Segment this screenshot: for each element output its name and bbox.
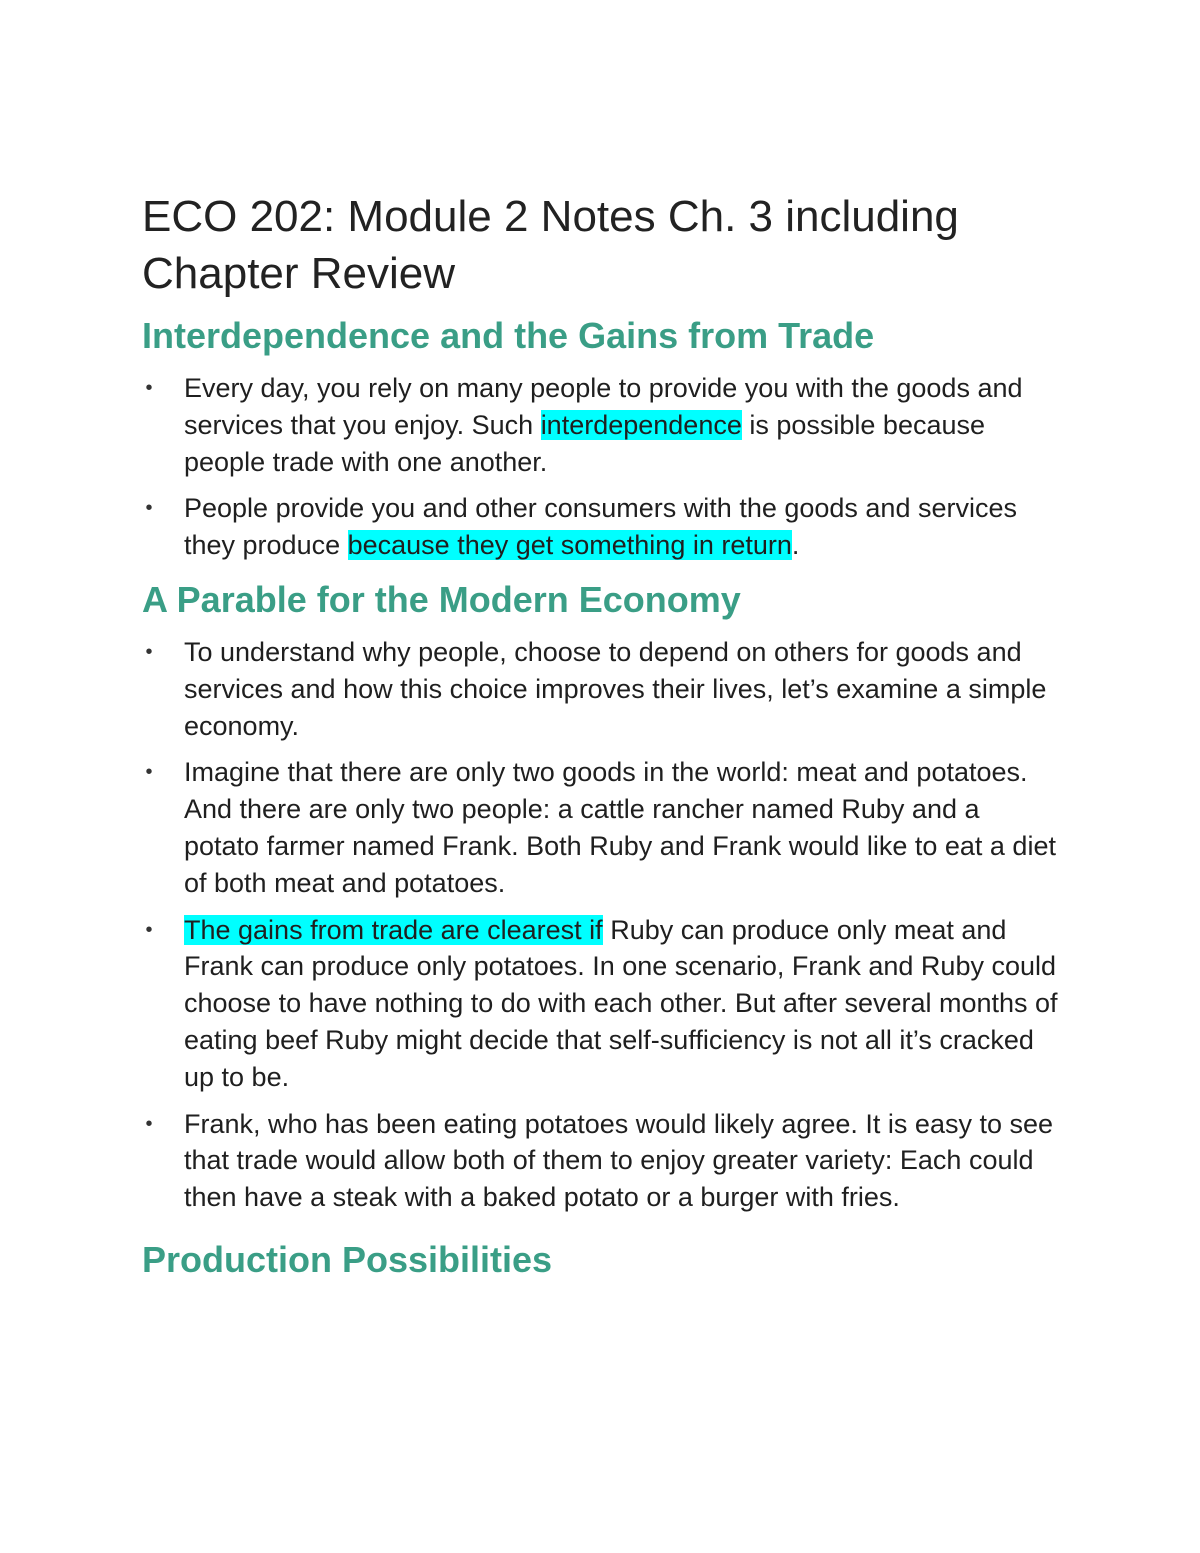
list-item xyxy=(142,370,1062,480)
highlighted-text: The gains from trade are clearest if xyxy=(184,914,603,945)
item-text: . xyxy=(791,530,800,561)
item-text: Ruby can produce only meat and Frank can produce only potatoes. In one scenario, Frank and Ruby could choose to have nothing to do with each other. But after several months of eating beef Ruby might decide that self-sufficiency is not all it’s cracked up to be. xyxy=(184,914,1058,1092)
item-text: Frank, who has been eating potatoes would likely agree. It is easy to see that trade would allow both of them to enjoy greater variety: Each could then have a steak with a baked potato or a burger with fries. xyxy=(184,1108,1054,1213)
heading-parable: A Parable for the Modern Economy xyxy=(142,578,741,620)
bullet-icon: • xyxy=(145,918,153,941)
item-text: Every day, you rely on many people to provide you with the goods and services that you enjoy. Such xyxy=(184,373,1023,440)
list-item xyxy=(142,754,1062,901)
bullet-icon: • xyxy=(145,640,153,663)
list-item xyxy=(142,634,1062,744)
heading-interdependence: Interdependence and the Gains from Trade xyxy=(142,315,875,356)
bullet-icon: • xyxy=(145,1112,153,1135)
bullet-icon: • xyxy=(145,377,153,399)
list-item xyxy=(142,912,1062,1096)
document-title: ECO 202: Module 2 Notes Ch. 3 including Chapter Review xyxy=(142,192,959,298)
highlighted-text: because they get something in return xyxy=(347,530,792,561)
bullet-icon: • xyxy=(145,761,153,784)
item-text: To understand why people, choose to depend on others for goods and services and how this choice improves their lives, let’s examine a simple economy. xyxy=(184,636,1047,741)
item-text: People provide you and other consumers with the goods and services they produce xyxy=(184,493,1017,561)
bullet-icon: • xyxy=(145,497,153,520)
list-item xyxy=(142,1106,1062,1216)
item-text: is possible because people trade with one another. xyxy=(184,409,986,477)
item-text: Imagine that there are only two goods in the world: meat and potatoes. And there are only two people: a cattle rancher named Ruby and a potato farmer named Frank. Both Ruby and Frank would like to eat a diet of both meat and potatoes. xyxy=(184,757,1056,898)
highlighted-text: interdependence xyxy=(540,409,742,440)
list-item xyxy=(142,490,1062,564)
heading-production-possibilities: Production Possibilities xyxy=(142,1238,553,1280)
bullet-list-interdependence xyxy=(142,370,1062,564)
document-page xyxy=(142,188,1062,1282)
bullet-list-parable xyxy=(142,634,1062,1216)
